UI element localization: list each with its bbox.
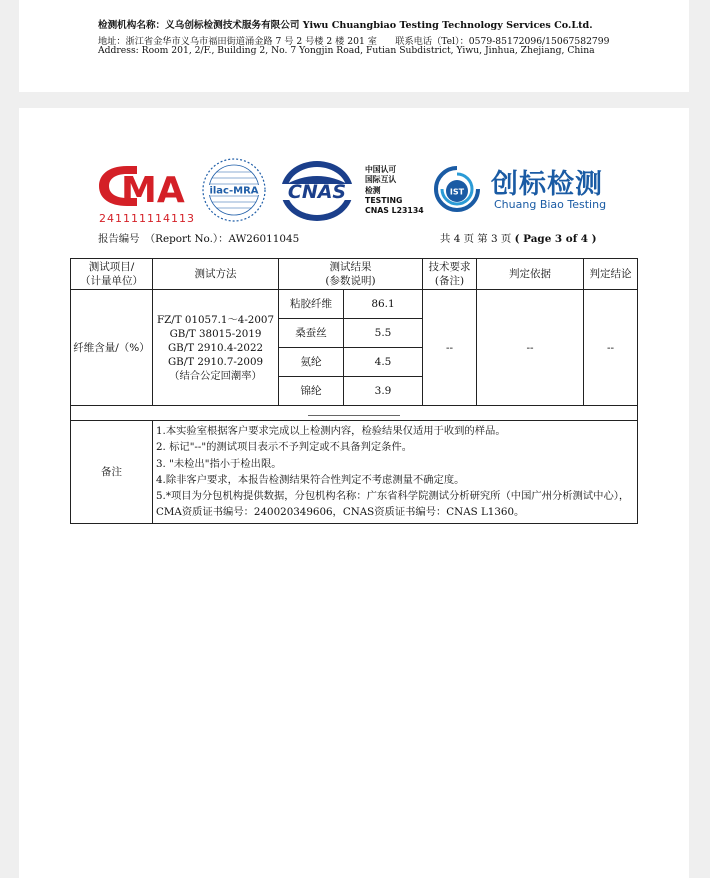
note-line: 3. "未检出"指小于检出限。 xyxy=(156,457,282,470)
cma-mark-text: MA xyxy=(121,170,185,211)
note-line: 1.本实验室根据客户要求完成以上检测内容，检验结果仅适用于收到的样品。 xyxy=(156,425,506,437)
fiber-name: 氨纶 xyxy=(279,348,344,377)
header-result: 测试结果 (参数说明) xyxy=(279,259,423,290)
notes-row xyxy=(71,421,638,524)
page-indicator xyxy=(440,230,597,245)
fiber-value: 3.9 xyxy=(344,377,423,406)
ilac-mra-logo-icon xyxy=(200,156,268,224)
header-method: 测试方法 xyxy=(153,259,279,290)
cma-logo xyxy=(97,160,195,230)
page-indicator-en: ( Page 3 of 4 ) xyxy=(514,233,597,245)
header-conclusion: 判定结论 xyxy=(584,259,638,290)
fiber-name: 粘胶纤维 xyxy=(279,290,344,319)
note-line: 4.除非客户要求，本报告检测结果符合性判定不考虑测量不确定度。 xyxy=(156,473,465,486)
fiber-value: 4.5 xyxy=(344,348,423,377)
ist-logo-icon xyxy=(434,166,480,216)
fiber-value: 5.5 xyxy=(344,319,423,348)
address-cn: 地址：浙江省金华市义乌市福田街道涌金路 7 号 2 号楼 2 楼 201 室 联系电话（Tel）：0579-85172096/15067582799 xyxy=(98,36,610,47)
basis-cell: -- xyxy=(477,290,584,406)
table-row xyxy=(71,290,638,319)
report-page xyxy=(19,108,689,878)
header-sheet xyxy=(19,0,689,92)
separator-row xyxy=(71,406,638,421)
header-requirement: 技术要求 (备注) xyxy=(423,259,477,290)
report-number-label: 报告编号 （Report No.）： xyxy=(98,233,229,245)
address-en: Address: Room 201, 2/F., Building 2, No. 7 Yongjin Road, Futian Subdistrict, Yiwu, Jinhua, Zhejiang, China xyxy=(98,45,595,56)
cnas-line-2: 国际互认 xyxy=(365,175,397,185)
item-cell: 纤维含量/（%） xyxy=(71,290,153,406)
brand-name-cn: 创标检测 xyxy=(491,169,603,200)
separator-cell xyxy=(71,406,638,421)
header-basis: 判定依据 xyxy=(477,259,584,290)
fiber-name: 锦纶 xyxy=(279,377,344,406)
cnas-line-4: TESTING xyxy=(365,195,403,205)
cma-number: 241111114113 xyxy=(99,212,195,225)
fiber-value: 86.1 xyxy=(344,290,423,319)
test-results-table xyxy=(70,258,638,524)
cma-mark-icon xyxy=(97,160,189,212)
note-line: 5.*项目为分包机构提供数据，分包机构名称：广东省科学院测试分析研究所（中国广州分析测试中心），CMA资质证书编号：240020349606，CNAS资质证书编号：CNAS L1360。 xyxy=(156,490,630,519)
brand-name-en: Chuang Biao Testing xyxy=(494,198,607,211)
page-indicator-cn: 共 4 页 第 3 页 xyxy=(440,233,512,245)
org-name: 检测机构名称：义乌创标检测技术服务有限公司 Yiwu Chuangbiao Testing Technology Services Co.Ltd. xyxy=(98,20,593,31)
header-item: 测试项目/ （计量单位） xyxy=(71,259,153,290)
separator-line xyxy=(308,415,400,416)
conclusion-cell: -- xyxy=(584,290,638,406)
method-line: GB/T 38015-2019 xyxy=(169,327,262,340)
cnas-side-text xyxy=(365,165,424,216)
note-line: 2. 标记"--"的测试项目表示不予判定或不具备判定条件。 xyxy=(156,441,413,454)
logo-strip xyxy=(19,156,689,231)
fiber-name: 桑蚕丝 xyxy=(279,319,344,348)
method-line: GB/T 2910.7-2009 xyxy=(167,355,264,368)
notes-label: 备注 xyxy=(71,421,153,524)
ilac-text: ilac-MRA xyxy=(209,185,259,197)
cnas-line-1: 中国认可 xyxy=(365,165,397,174)
method-cell xyxy=(153,290,279,406)
table-header-row xyxy=(71,259,638,290)
cnas-logo-icon xyxy=(277,156,357,226)
report-number-value: AW26011045 xyxy=(228,233,300,245)
report-number xyxy=(98,230,299,245)
cnas-text: CNAS xyxy=(287,181,347,203)
notes-cell xyxy=(153,421,638,524)
cnas-line-3: 检测 xyxy=(365,185,381,195)
ist-text: IST xyxy=(449,187,465,197)
requirement-cell: -- xyxy=(423,290,477,406)
method-line: （结合公定回潮率） xyxy=(169,369,262,382)
cnas-line-5: CNAS L23134 xyxy=(365,206,424,216)
method-line: GB/T 2910.4-2022 xyxy=(167,341,264,354)
method-line: FZ/T 01057.1～4-2007 xyxy=(156,313,275,326)
